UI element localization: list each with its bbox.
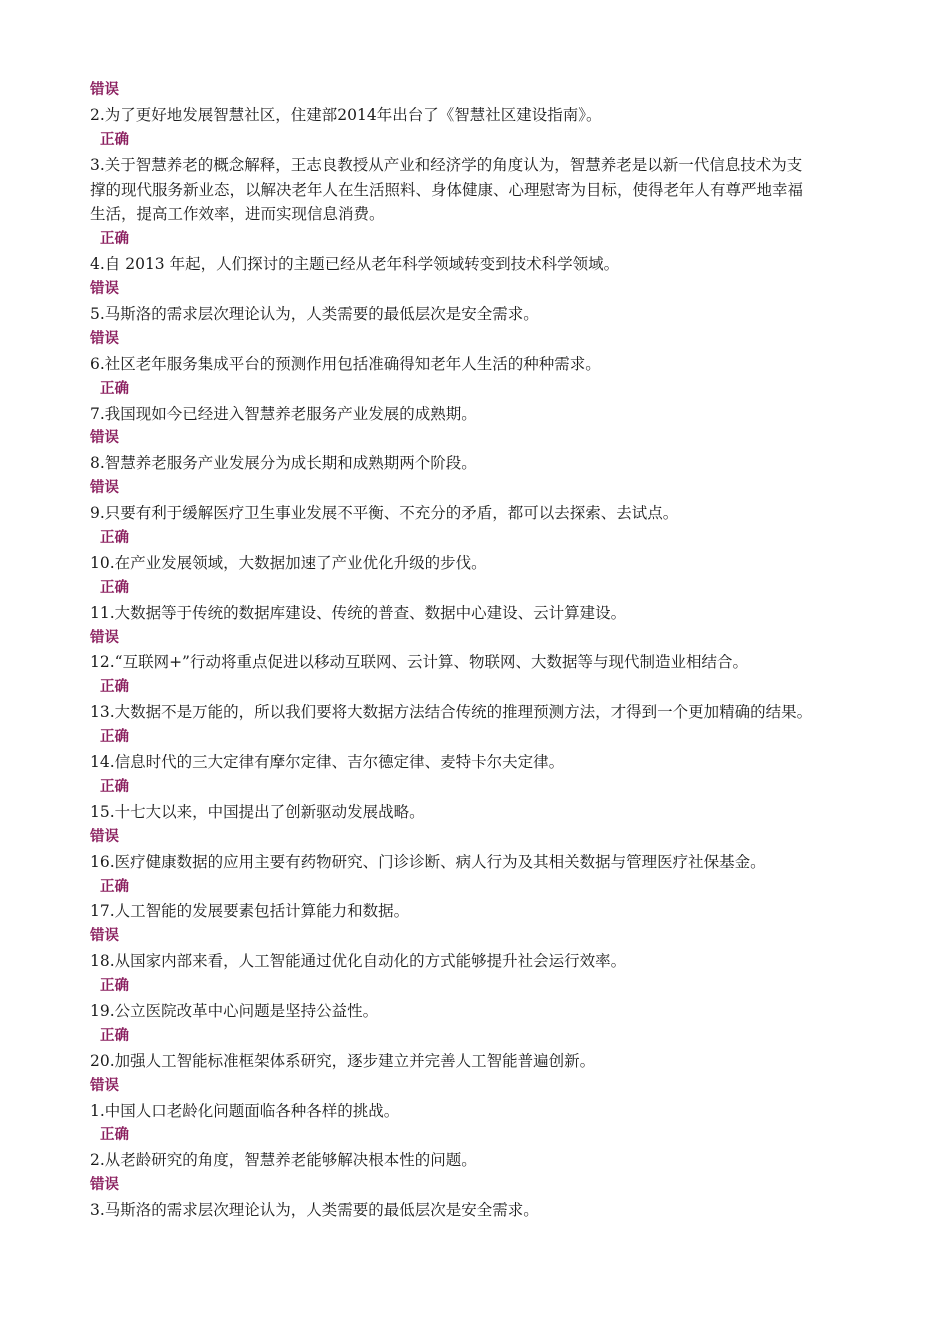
question-text: 8.智慧养老服务产业发展分为成长期和成熟期两个阶段。	[90, 454, 477, 473]
answer-correct: 正确	[100, 729, 129, 746]
question-text: 14.信息时代的三大定律有摩尔定律、吉尔德定律、麦特卡尔夫定律。	[90, 753, 565, 772]
answer-wrong: 错误	[90, 928, 119, 945]
question-text: 2.从老龄研究的角度，智慧养老能够解决根本性的问题。	[90, 1151, 477, 1170]
answer-correct: 正确	[100, 231, 129, 248]
question-text: 19.公立医院改革中心问题是坚持公益性。	[90, 1001, 379, 1020]
question-text: 撑的现代服务新业态，以解决老年人在生活照料、身体健康、心理慰寄为目标，使得老年人有尊严地幸福	[90, 180, 804, 199]
question-text: 12.“互联网+”行动将重点促进以移动互联网、云计算、物联网、大数据等与现代制造业相结合。	[90, 653, 748, 672]
answer-correct: 正确	[100, 878, 129, 895]
question-text: 3.马斯洛的需求层次理论认为，人类需要的最低层次是安全需求。	[90, 1201, 539, 1220]
answer-correct: 正确	[100, 679, 129, 696]
answer-wrong: 错误	[90, 480, 119, 497]
question-text: 6.社区老年服务集成平台的预测作用包括准确得知老年人生活的种种需求。	[90, 354, 601, 373]
quiz-answer-list	[90, 78, 880, 1223]
answer-wrong: 错误	[90, 281, 119, 298]
question-text: 5.马斯洛的需求层次理论认为，人类需要的最低层次是安全需求。	[90, 305, 539, 324]
answer-correct: 正确	[100, 1027, 129, 1044]
answer-correct: 正确	[100, 530, 129, 547]
question-text: 9.只要有利于缓解医疗卫生事业发展不平衡、不充分的矛盾，都可以去探索、去试点。	[90, 504, 679, 523]
question-text: 17.人工智能的发展要素包括计算能力和数据。	[90, 902, 410, 921]
question-text: 3.关于智慧养老的概念解释，王志良教授从产业和经济学的角度认为，智慧养老是以新一代信息技术为支	[90, 155, 803, 174]
answer-wrong: 错误	[90, 1077, 119, 1094]
question-text: 1.中国人口老龄化问题面临各种各样的挑战。	[90, 1101, 400, 1120]
answer-wrong: 错误	[90, 430, 119, 447]
answer-correct: 正确	[100, 579, 129, 596]
question-text: 生活，提高工作效率，进而实现信息消费。	[90, 205, 385, 224]
answer-correct: 正确	[100, 1127, 129, 1144]
question-text: 11.大数据等于传统的数据库建设、传统的普查、数据中心建设、云计算建设。	[90, 603, 627, 622]
question-text: 7.我国现如今已经进入智慧养老服务产业发展的成熟期。	[90, 404, 477, 423]
answer-correct: 正确	[100, 380, 129, 397]
question-text: 13.大数据不是万能的，所以我们要将大数据方法结合传统的推理预测方法，才得到一个更加精确的结果。	[90, 703, 813, 722]
question-text: 4.自 2013 年起，人们探讨的主题已经从老年科学领域转变到技术科学领域。	[90, 255, 620, 274]
answer-wrong: 错误	[90, 629, 119, 646]
answer-wrong: 错误	[90, 82, 119, 98]
question-text: 2.为了更好地发展智慧社区，住建部2014年出台了《智慧社区建设指南》。	[90, 105, 602, 124]
question-text: 16.医疗健康数据的应用主要有药物研究、门诊诊断、病人行为及其相关数据与管理医疗社保基金。	[90, 852, 766, 871]
question-text: 15.十七大以来，中国提出了创新驱动发展战略。	[90, 802, 425, 821]
question-text: 18.从国家内部来看，人工智能通过优化自动化的方式能够提升社会运行效率。	[90, 952, 627, 971]
answer-wrong: 错误	[90, 330, 119, 347]
answer-wrong: 错误	[90, 1177, 119, 1194]
answer-correct: 正确	[100, 778, 129, 795]
question-text: 10.在产业发展领域，大数据加速了产业优化升级的步伐。	[90, 553, 487, 572]
answer-wrong: 错误	[90, 828, 119, 845]
answer-correct: 正确	[100, 978, 129, 995]
answer-correct: 正确	[100, 131, 129, 148]
question-text: 20.加强人工智能标准框架体系研究，逐步建立并完善人工智能普遍创新。	[90, 1051, 596, 1070]
